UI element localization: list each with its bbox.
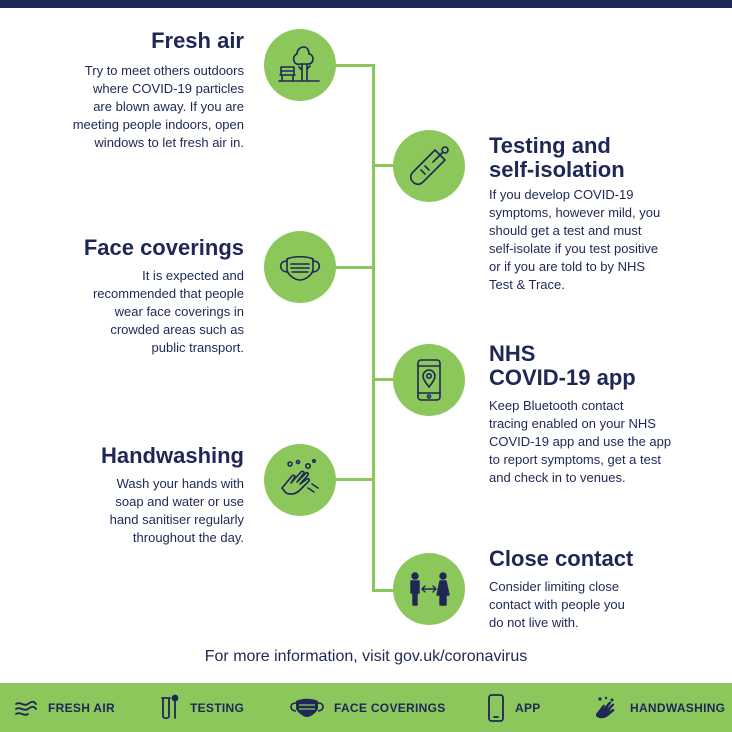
- bottom-label-testing: TESTING: [190, 700, 245, 715]
- mask-icon: [290, 697, 324, 719]
- fresh-air-title: Fresh air: [151, 28, 244, 53]
- bottom-item-app: [487, 683, 541, 732]
- bottom-item-fresh-air: [14, 683, 115, 732]
- washing-hands-icon: [264, 444, 336, 516]
- bottom-label-face-coverings: FACE COVERINGS: [334, 700, 446, 715]
- app-title: NHS COVID-19 app: [489, 341, 636, 390]
- bottom-bar: [0, 683, 732, 732]
- bottom-item-face-coverings: [290, 683, 446, 732]
- phone-icon: [487, 693, 505, 723]
- face-coverings-text: It is expected and recommended that people wear face coverings in crowded areas such as public transport.: [92, 268, 244, 355]
- bottom-label-fresh-air: FRESH AIR: [48, 700, 115, 715]
- phone-location-icon: [393, 344, 465, 416]
- two-people-distance-icon: [393, 553, 465, 625]
- fresh-air-text: Try to meet others outdoors where COVID-19 particles are blown away. If you are meeting people indoors, open windows to let fresh air in.: [72, 63, 244, 150]
- tree-bench-icon: [264, 29, 336, 101]
- bottom-label-app: APP: [515, 700, 541, 715]
- more-info-text: For more information, visit gov.uk/coronavirus: [204, 648, 528, 665]
- close-contact-text: Consider limiting close contact with people you do not live with.: [489, 579, 625, 630]
- handwashing-text: Wash your hands with soap and water or use hand sanitiser regularly throughout the day.: [109, 476, 244, 545]
- test-tube-icon: [160, 694, 180, 722]
- bottom-item-handwashing: [594, 683, 725, 732]
- testing-title: Testing and self-isolation: [489, 133, 625, 182]
- top-border: [0, 0, 732, 8]
- bottom-item-testing: [160, 683, 244, 732]
- wind-icon: [14, 699, 38, 717]
- hands-icon: [594, 696, 620, 720]
- test-swab-icon: [393, 130, 465, 202]
- face-mask-icon: [264, 231, 336, 303]
- app-text: Keep Bluetooth contact tracing enabled on your NHS COVID-19 app and use the app to report symptoms, get a test and check in to venues.: [489, 398, 672, 485]
- close-contact-title: Close contact: [489, 546, 634, 571]
- handwashing-title: Handwashing: [100, 443, 244, 468]
- face-coverings-title: Face coverings: [83, 235, 244, 260]
- bottom-label-handwashing: HANDWASHING: [630, 700, 726, 715]
- testing-text: If you develop COVID-19 symptoms, however mild, you should get a test and must self-isolate if you test positive or if you are told to by NHS Test & Trace.: [489, 187, 661, 292]
